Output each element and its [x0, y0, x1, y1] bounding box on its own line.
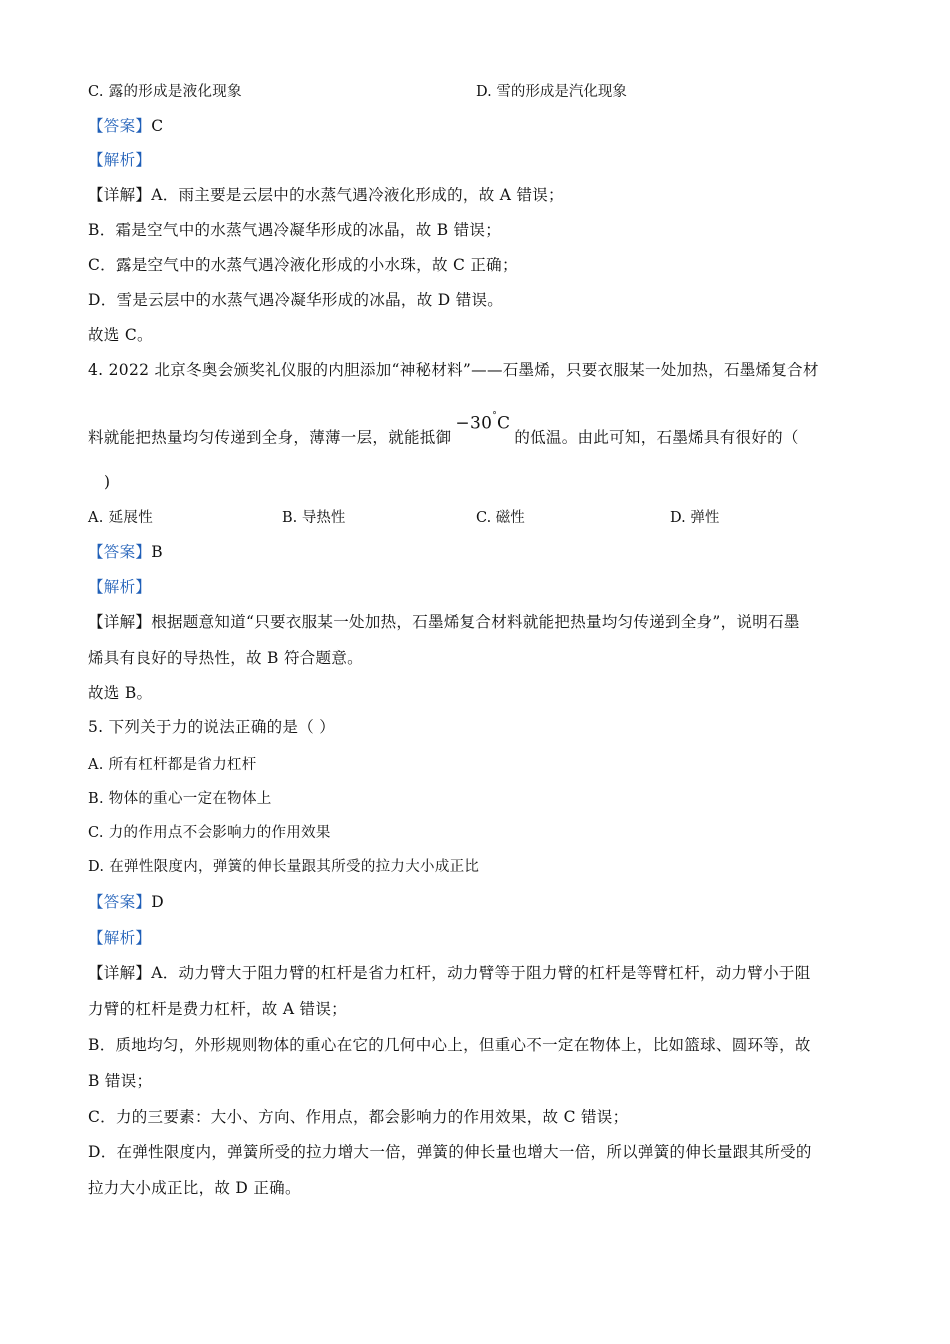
- q3-detail-b: B．霜是空气中的水蒸气遇冷凝华形成的冰晶，故 B 错误；: [88, 221, 502, 239]
- q5-detail-d2: 拉力大小成正比，故 D 正确。: [88, 1179, 301, 1197]
- analysis-tag: 【解析】: [88, 578, 152, 596]
- q4-option-a: A. 延展性: [88, 510, 153, 526]
- answer-tag: 【答案】: [88, 893, 152, 911]
- q5-option-d: D. 在弹性限度内，弹簧的伸长量跟其所受的拉力大小成正比: [88, 859, 480, 875]
- q3-options-row: [88, 82, 242, 102]
- q4-stem-line1: 4. 2022 北京冬奥会颁奖礼仪服的内胆添加“神秘材料”——石墨烯，只要衣服某一处加热，石墨烯复合材: [88, 361, 819, 379]
- q3-conclusion: 故选 C。: [88, 326, 153, 344]
- q4-detail-line1: [88, 612, 800, 632]
- detail-tag: 【详解】: [88, 186, 152, 204]
- q5-detail-b2: B 错误；: [88, 1072, 153, 1090]
- q3-detail-c: C．露是空气中的水蒸气遇冷液化形成的小水珠，故 C 正确；: [88, 256, 518, 274]
- q3-detail-d: D．雪是云层中的水蒸气遇冷凝华形成的冰晶，故 D 错误。: [88, 291, 504, 309]
- temperature-formula: [455, 410, 510, 434]
- answer-tag: 【答案】: [88, 543, 152, 561]
- q5-detail-c: C．力的三要素：大小、方向、作用点，都会影响力的作用效果，故 C 错误；: [88, 1108, 629, 1126]
- answer-value: B: [151, 543, 163, 561]
- q5-option-c: C. 力的作用点不会影响力的作用效果: [88, 825, 331, 841]
- q4-answer: [88, 542, 163, 562]
- q4-option-b: B. 导热性: [282, 510, 346, 526]
- analysis-tag: 【解析】: [88, 151, 152, 169]
- temperature-unit: C: [497, 413, 511, 434]
- analysis-tag: 【解析】: [88, 929, 152, 947]
- degree-sign: °: [492, 411, 497, 421]
- q3-answer: [88, 116, 163, 136]
- q5-option-a: A. 所有杠杆都是省力杠杆: [88, 757, 257, 773]
- q3-option-d: D. 雪的形成是汽化现象: [476, 84, 627, 100]
- q4-detail-line2: 烯具有良好的导热性，故 B 符合题意。: [88, 649, 363, 667]
- q3-option-c: C. 露的形成是液化现象: [88, 84, 242, 100]
- q5-analysis-heading: [88, 928, 151, 948]
- q3-detail-a: [88, 185, 564, 205]
- q4-option-c: C. 磁性: [476, 510, 525, 526]
- detail-text: 根据题意知道“只要衣服某一处加热，石墨烯复合材料就能把热量均匀传递到全身”，说明石墨: [151, 613, 800, 631]
- q4-stem-line2: [88, 411, 799, 448]
- detail-tag: 【详解】: [88, 613, 152, 631]
- q5-detail-b1: B．质地均匀，外形规则物体的重心在它的几何中心上，但重心不一定在物体上，比如篮球、圆环等，故: [88, 1036, 811, 1054]
- q5-detail-a2: 力臂的杠杆是费力杠杆，故 A 错误；: [88, 1000, 347, 1018]
- q4-stem-line3: ): [104, 473, 111, 491]
- temperature-value: −30: [455, 413, 493, 434]
- q4-analysis-heading: [88, 577, 151, 597]
- detail-text: A．雨主要是云层中的水蒸气遇冷液化形成的，故 A 错误；: [151, 186, 564, 204]
- answer-value: D: [151, 893, 164, 911]
- q5-detail-d1: D．在弹性限度内，弹簧所受的拉力增大一倍，弹簧的伸长量也增大一倍，所以弹簧的伸长量跟其所受的: [88, 1143, 812, 1161]
- q4-stem-line2-a: 料就能把热量均匀传递到全身，薄薄一层，就能抵御: [88, 428, 452, 447]
- detail-tag: 【详解】: [88, 964, 152, 982]
- q5-option-b: B. 物体的重心一定在物体上: [88, 791, 272, 807]
- q4-conclusion: 故选 B。: [88, 684, 153, 702]
- q4-stem-line2-b: 的低温。由此可知，石墨烯具有很好的（: [514, 428, 799, 447]
- q3-analysis-heading: [88, 150, 151, 170]
- q5-answer: [88, 892, 164, 912]
- answer-value: C: [151, 117, 164, 135]
- answer-tag: 【答案】: [88, 117, 152, 135]
- q5-detail-a1: [88, 963, 811, 983]
- q3-option-d-wrap: [476, 82, 627, 102]
- q4-option-d: D. 弹性: [670, 510, 720, 526]
- q5-stem: 5. 下列关于力的说法正确的是（ ）: [88, 718, 336, 736]
- detail-text: A．动力臂大于阻力臂的杠杆是省力杠杆，动力臂等于阻力臂的杠杆是等臂杠杆，动力臂小于阻: [151, 964, 811, 982]
